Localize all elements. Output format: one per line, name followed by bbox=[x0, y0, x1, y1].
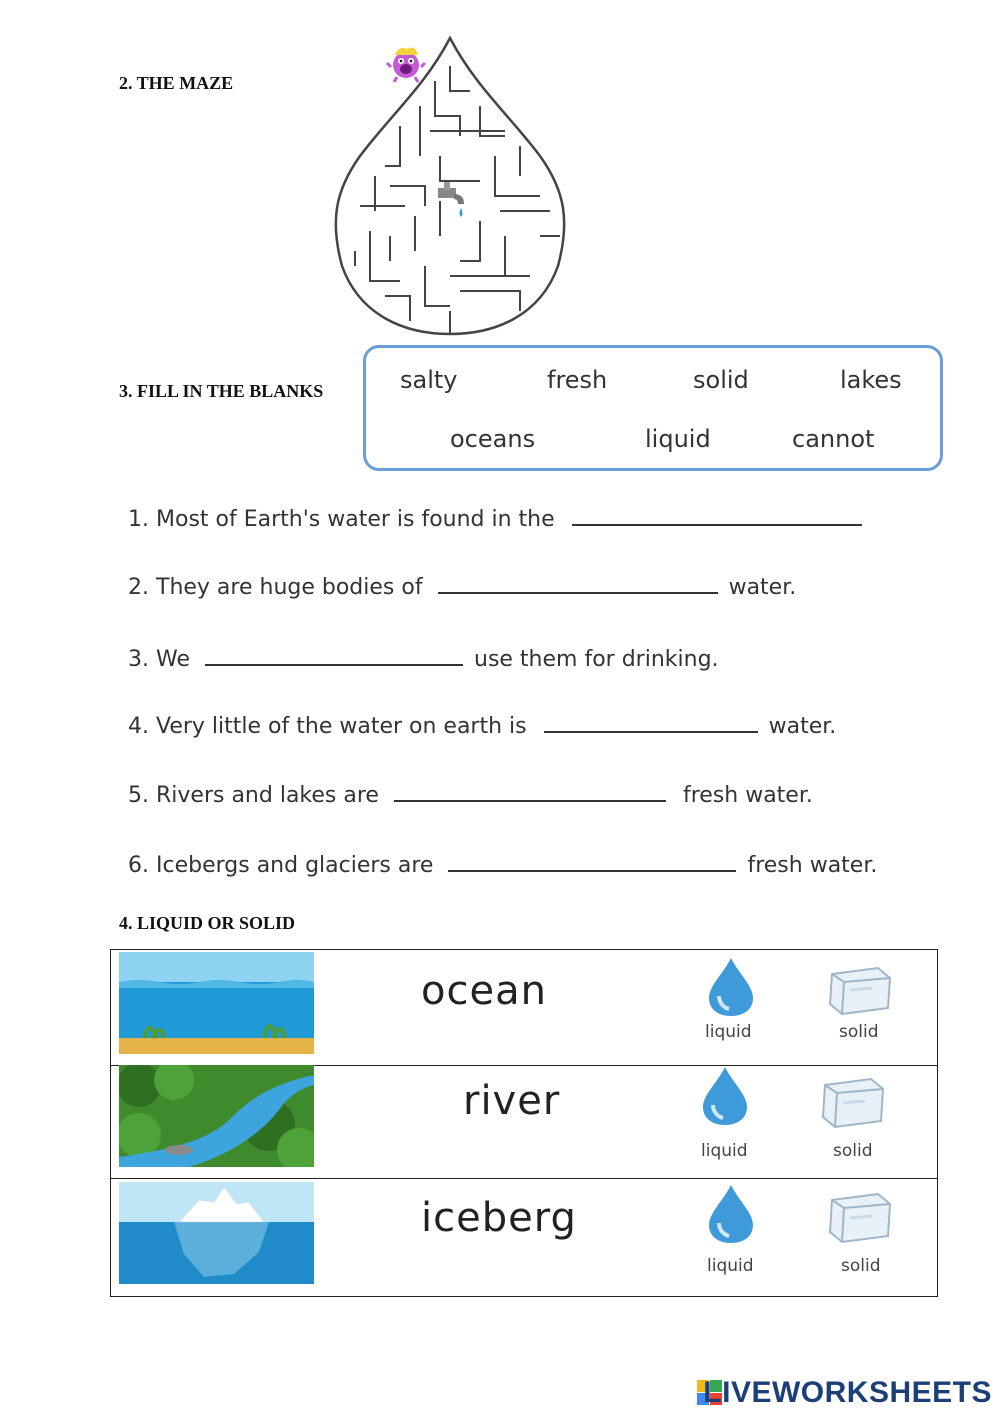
ice-cube-icon[interactable] bbox=[824, 962, 894, 1016]
sentence-number: 2. bbox=[128, 575, 149, 600]
sentence-text-after: use them for drinking. bbox=[474, 647, 719, 672]
sentence-1 bbox=[128, 504, 862, 532]
table-row bbox=[111, 1180, 937, 1295]
sentence-number: 5. bbox=[128, 783, 149, 808]
sentence-3 bbox=[128, 644, 719, 672]
water-drop-icon[interactable] bbox=[705, 956, 757, 1018]
liquid-option-label[interactable]: liquid bbox=[701, 1141, 748, 1161]
classify-word: iceberg bbox=[421, 1195, 577, 1241]
sentence-text-after: water. bbox=[768, 714, 837, 739]
answer-blank[interactable] bbox=[544, 711, 758, 733]
monster-character-icon bbox=[385, 43, 427, 83]
sentence-number: 6. bbox=[128, 853, 149, 878]
sentence-5 bbox=[128, 780, 813, 808]
ice-cube-icon[interactable] bbox=[817, 1073, 887, 1129]
sentence-number: 3. bbox=[128, 647, 149, 672]
word-bank-item[interactable]: salty bbox=[400, 366, 458, 394]
liquid-option-label[interactable]: liquid bbox=[705, 1022, 752, 1042]
word-bank-item[interactable]: cannot bbox=[792, 425, 875, 453]
sentence-text: Very little of the water on earth is bbox=[156, 714, 527, 739]
sentence-text: They are huge bodies of bbox=[156, 575, 423, 600]
word-bank bbox=[363, 345, 943, 471]
river-picture bbox=[119, 1065, 314, 1167]
sentence-text: Most of Earth's water is found in the bbox=[156, 507, 555, 532]
water-drop-icon[interactable] bbox=[705, 1183, 757, 1245]
word-bank-item[interactable]: solid bbox=[693, 366, 749, 394]
sentence-text-after: water. bbox=[728, 575, 797, 600]
faucet-icon bbox=[438, 182, 464, 217]
sentence-text: Rivers and lakes are bbox=[156, 783, 379, 808]
answer-blank[interactable] bbox=[572, 504, 862, 526]
sentence-number: 1. bbox=[128, 507, 149, 532]
water-drop-icon[interactable] bbox=[699, 1065, 751, 1127]
blanks-section-title: 3. FILL IN THE BLANKS bbox=[119, 381, 324, 401]
liquid-option-label[interactable]: liquid bbox=[707, 1256, 754, 1276]
sentence-text-after: fresh water. bbox=[682, 783, 813, 808]
table-row bbox=[111, 1063, 937, 1179]
iceberg-picture bbox=[119, 1182, 314, 1284]
maze-section-title: 2. THE MAZE bbox=[119, 73, 234, 93]
ocean-picture bbox=[119, 952, 314, 1054]
word-bank-item[interactable]: fresh bbox=[547, 366, 608, 394]
liquid-solid-table bbox=[110, 949, 938, 1297]
classify-word: ocean bbox=[421, 968, 547, 1014]
ice-cube-icon[interactable] bbox=[824, 1188, 894, 1244]
sentence-4 bbox=[128, 711, 836, 739]
table-row bbox=[111, 950, 937, 1066]
sentence-6 bbox=[128, 850, 877, 878]
sentence-2 bbox=[128, 572, 796, 600]
sentence-text-after: fresh water. bbox=[747, 853, 878, 878]
liquid-solid-section-title: 4. LIQUID OR SOLID bbox=[119, 913, 296, 933]
word-bank-item[interactable]: lakes bbox=[840, 366, 902, 394]
water-drop-maze-icon[interactable] bbox=[330, 36, 570, 336]
classify-word: river bbox=[463, 1078, 561, 1124]
solid-option-label[interactable]: solid bbox=[839, 1022, 879, 1042]
word-bank-item[interactable]: oceans bbox=[450, 425, 536, 453]
sentence-text: Icebergs and glaciers are bbox=[156, 853, 434, 878]
footer-brand[interactable]: LIVEWORKSHEETS bbox=[703, 1376, 992, 1409]
sentence-number: 4. bbox=[128, 714, 149, 739]
solid-option-label[interactable]: solid bbox=[833, 1141, 873, 1161]
sentence-text: We bbox=[156, 647, 190, 672]
answer-blank[interactable] bbox=[448, 850, 736, 872]
word-bank-item[interactable]: liquid bbox=[645, 425, 711, 453]
answer-blank[interactable] bbox=[438, 572, 718, 594]
answer-blank[interactable] bbox=[205, 644, 463, 666]
answer-blank[interactable] bbox=[394, 780, 666, 802]
solid-option-label[interactable]: solid bbox=[841, 1256, 881, 1276]
